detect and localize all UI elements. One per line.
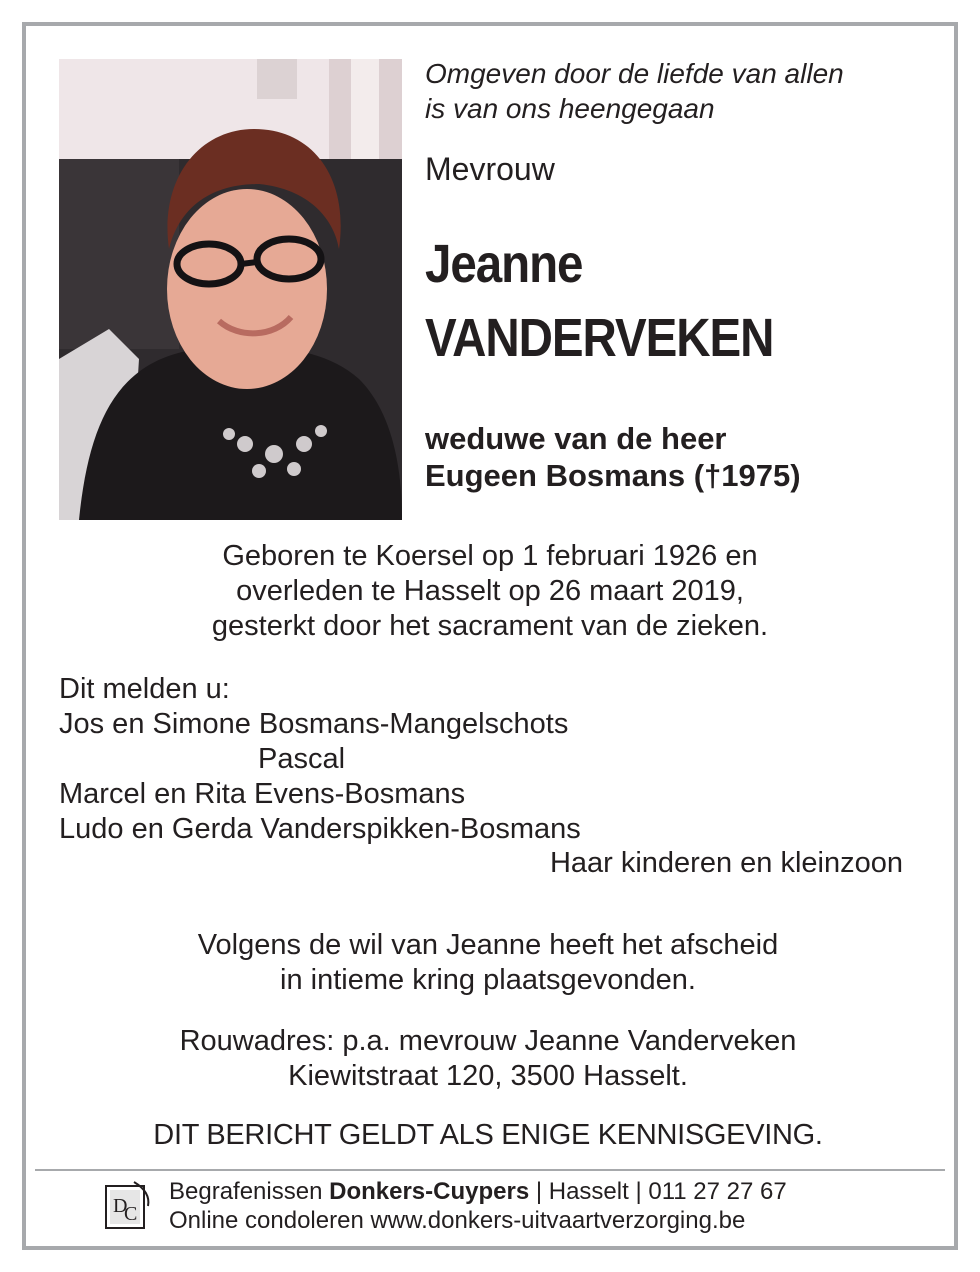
family-member: Marcel en Rita Evens-Bosmans [59,778,466,810]
salutation: Mevrouw [425,151,555,187]
address-line: Rouwadres: p.a. mevrouw Jeanne Vanderveken [179,1025,797,1057]
mourning-address [0,1024,976,1094]
deceased-last-name: VANDERVEKEN [425,308,774,368]
announcement-heading: Dit melden u: [59,673,230,705]
born-line: gesterkt door het sacrament van de zieken. [211,610,769,642]
widow-line: weduwe van de heer [425,421,727,456]
deceased-first-name: Jeanne [425,234,583,294]
farewell-text [0,928,976,998]
footer-company: Donkers-Cuypers [329,1178,530,1205]
footer-prefix: Begrafenissen [169,1178,330,1205]
intro-line: is van ons heengegaan [425,93,715,124]
portrait-photo [59,59,402,520]
intro-line: Omgeven door de liefde van allen [425,58,844,89]
born-line: Geboren te Koersel op 1 februari 1926 en [222,540,758,572]
family-member: Jos en Simone Bosmans-Mangelschots [59,708,569,740]
footer-online-condolences: Online condoleren www.donkers-uitvaartverzorging.be [169,1207,746,1234]
official-notice: DIT BERICHT GELDT ALS ENIGE KENNISGEVING. [153,1119,823,1151]
funeral-home-logo-icon [104,1180,152,1232]
born-line: overleden te Hasselt op 26 maart 2019, [236,575,744,607]
farewell-line: in intieme kring plaatsgevonden. [280,964,696,996]
address-line: Kiewitstraat 120, 3500 Hasselt. [288,1060,688,1092]
family-member: Ludo en Gerda Vanderspikken-Bosmans [59,813,581,845]
funeral-home-footer [169,1177,787,1235]
widow-line: Eugeen Bosmans (†1975) [425,458,801,493]
svg-text:D: D [113,1195,128,1217]
family-member: Pascal [258,743,346,775]
family-signature: Haar kinderen en kleinzoon [549,847,903,879]
announcement-list [59,672,581,847]
birth-death-details [0,539,980,644]
footer-divider [35,1169,945,1171]
widow-statement [425,420,801,494]
footer-line-1 [169,1177,787,1206]
footer-contact: | Hasselt | 011 27 27 67 [529,1178,787,1205]
farewell-line: Volgens de wil van Jeanne heeft het afscheid [197,929,779,961]
intro-text [425,56,925,126]
svg-text:C: C [124,1203,138,1225]
